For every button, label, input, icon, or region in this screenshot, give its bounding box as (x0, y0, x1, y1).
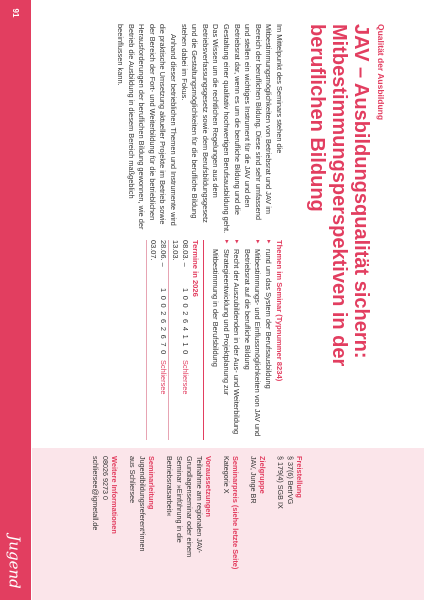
location: Schliersee (159, 360, 169, 395)
sidebar-block (90, 456, 119, 596)
sidebar-text: § 37(6) BetrVG (286, 456, 295, 505)
title-line: Mitbestimmungsperspektiven in der (328, 24, 350, 367)
bullet-icon: ▸ (265, 240, 272, 244)
location: Schliersee (181, 360, 191, 395)
logo-text: Jugend (6, 535, 25, 589)
bullet-icon: ▸ (254, 240, 262, 244)
section-kicker: Qualität der Ausbildung (376, 24, 386, 121)
page-number: 91 (11, 8, 20, 18)
contact-email: schliersee@igmetall.de (91, 456, 100, 531)
list-item: ▸ Mitbestimmungs- und Einflussmöglichkeiten von JAV und Betriebsrat auf die berufliche Bildung (242, 240, 263, 437)
sidebar-text: Teilnahme am regionalen JAV- (195, 456, 204, 553)
rotated-page (32, 0, 424, 600)
bullet-icon: ▸ (222, 240, 230, 244)
title-line: beruflichen Bildung (306, 24, 328, 212)
sidebar-text: Kategorie X (222, 456, 231, 494)
sidebar-heading: Voraussetzungen (204, 456, 213, 518)
body-paragraph: Im Mittelpunkt des Seminars stehen die Mitbestimmungsmöglichkeiten von Betriebsrat und JAV im Bereich der beruflichen Bildung. Diese sind sehr umfassend und stellen ein wichtiges Instrument für die JAV und den Betriebsrat dar, wenn es um die berufliche Bildung und die Gestaltung einer qualitativ hochwertigen Berufsausbildung geht. Das Wissen um die rechtlichen Regelungen aus dem Betriebsverfassungsgesetz sowie dem Berufsbildungsgesetz und die Gestaltungsmöglichkeiten für die berufliche Bildung stehen dabei im Fokus. (179, 24, 284, 234)
sidebar-text: aus Schliersee (128, 456, 137, 504)
header-band (0, 0, 31, 600)
sidebar-block (221, 456, 240, 596)
dates-heading: Termine in 2026 (191, 240, 201, 297)
sidebar-block (164, 456, 213, 596)
article-header (306, 24, 386, 444)
seminar-code: 1 0 0 2 6 4 1 1 0 (181, 288, 191, 356)
sidebar-heading: Seminarleitung (147, 456, 156, 510)
sidebar-heading: Freistellung (295, 456, 304, 498)
sidebar-heading: Seminarpreis (siehe letzte Seite) (231, 456, 240, 570)
date-range: 28.06. – 03.07. (148, 240, 169, 267)
article-title (306, 24, 372, 444)
date-row (146, 240, 168, 440)
date-range: 08.03. – 13.03. (170, 240, 191, 267)
sidebar-text: JAV, Junge BR (249, 456, 258, 504)
divider (203, 240, 204, 440)
title-line: JAV – Ausbildungsqualität sichern: (350, 24, 372, 359)
sidebar-block (127, 456, 156, 596)
info-sidebar (82, 456, 304, 596)
topics-list (209, 240, 273, 440)
sidebar-block (248, 456, 267, 596)
sidebar-heading: Weitere Informationen (110, 456, 119, 534)
sidebar-text: Seminar »Einführung in die (175, 456, 184, 543)
sidebar-text: Betriebsratsarbeit« (165, 456, 174, 517)
article-body (115, 24, 285, 234)
seminar-code: 1 0 0 2 6 2 6 7 0 (159, 288, 169, 356)
sidebar-text: Jugendbildungsreferent*innen (138, 456, 147, 552)
sidebar-text: 08026 9273 0 (101, 456, 110, 500)
topics-section (146, 240, 284, 440)
sidebar-block (275, 456, 304, 596)
bullet-icon: ▸ (233, 240, 241, 244)
sidebar-heading: Zielgruppe (258, 456, 267, 494)
sidebar-text: § 179(4) SGB IX (276, 456, 285, 509)
date-row (168, 240, 190, 440)
body-paragraph: Anhand dieser betrieblichen Themen und Instrumente wird die praktische Umsetzung aktueller Projekte im Betrieb sowie der Bereich der Fort- und Weiterbildung für die betrieblichen Herausforderungen der beruflichen Bildung gewonnen, wie der Betrieb die Ausbildung in diesem Bereich maßgeblich beeinflussen kann. (116, 24, 179, 230)
list-item: ▸ rund um das System der Berufsausbildung (264, 240, 273, 389)
topics-heading: Themen im Seminar (Typnummer 8234) (275, 240, 284, 382)
jugend-logo (4, 536, 26, 588)
list-item: ▸ Strategieentwicklung und Projektplanung zur Mitbestimmung in der Berufsbildung (211, 240, 231, 396)
list-item: ▸ Recht der Auszubildenden in der Aus- und Weiterbildung (232, 240, 242, 435)
sidebar-text: Grundlagenseminar oder einem (185, 456, 194, 558)
